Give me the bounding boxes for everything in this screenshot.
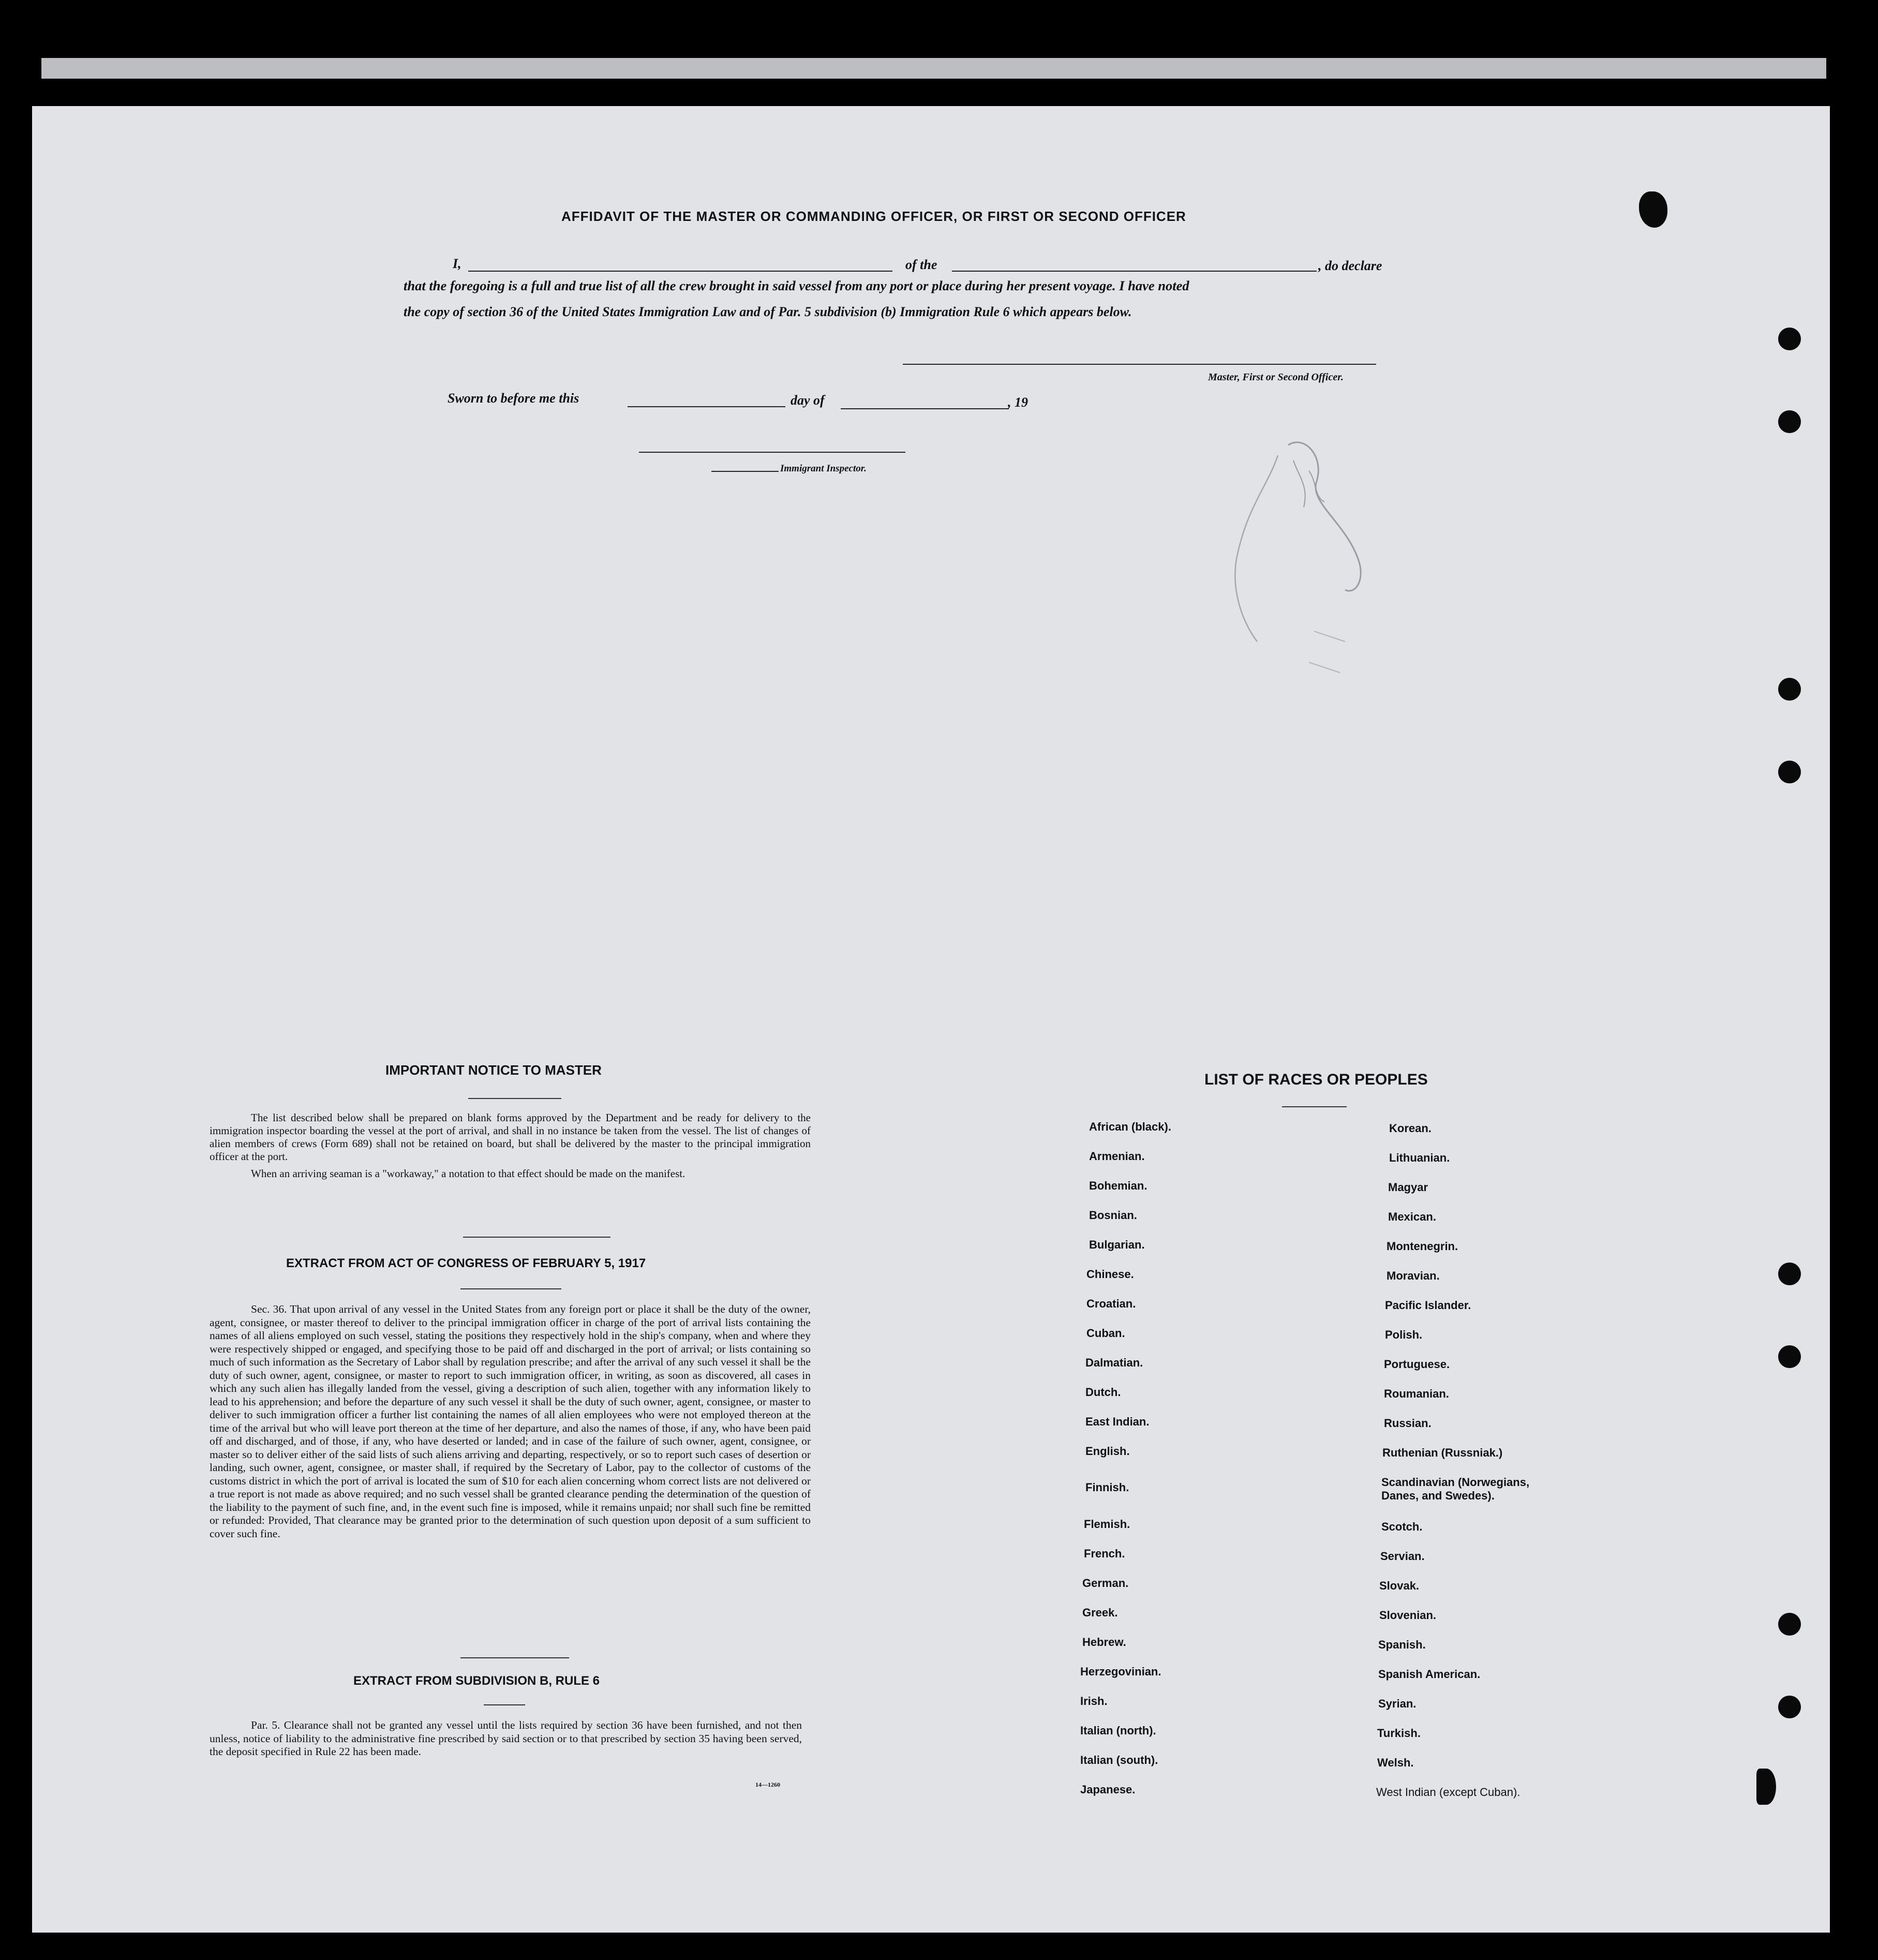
day-blank[interactable] [628, 406, 785, 407]
race-left-item: Dalmatian. [1085, 1356, 1143, 1369]
of-the-label: of the [905, 257, 937, 272]
extract-act-heading: EXTRACT FROM ACT OF CONGRESS OF FEBRUARY 5, 1917 [286, 1256, 646, 1270]
year-prefix: , 19 [1008, 395, 1028, 410]
signature-caption: Master, First or Second Officer. [1208, 372, 1344, 383]
inspector-signature-blank[interactable] [639, 452, 905, 453]
race-right-item: Magyar [1388, 1181, 1428, 1194]
races-rule [1282, 1106, 1347, 1107]
race-right-item: Mexican. [1388, 1210, 1436, 1223]
notice-rule [468, 1098, 561, 1099]
race-left-item: Irish. [1080, 1695, 1108, 1707]
race-right-item: Lithuanian. [1389, 1151, 1450, 1164]
inspector-short-rule [711, 471, 779, 472]
race-left-item: Hebrew. [1082, 1636, 1126, 1649]
race-left-item: French. [1084, 1547, 1125, 1560]
pencil-sketch [1226, 424, 1392, 683]
punch-hole [1778, 328, 1801, 350]
punch-hole [1778, 1613, 1801, 1636]
race-right-item: Slovak. [1379, 1579, 1420, 1592]
race-right-item: Servian. [1380, 1550, 1425, 1563]
race-left-item: Armenian. [1089, 1150, 1145, 1163]
document-page [32, 106, 1830, 1933]
race-left-item: Croatian. [1086, 1297, 1136, 1310]
name-blank[interactable] [468, 271, 892, 272]
par-5-text: Par. 5. Clearance shall not be granted any vessel until the lists required by section 36 have been furnished, and not then unless, notice of liability to the administrative fine prescribed by said section or to that prescribed by section 35 having been served, the deposit specified in Rule 22 has been made. [210, 1719, 802, 1758]
race-left-item: Flemish. [1084, 1518, 1130, 1531]
race-left-item: Herzegovinian. [1080, 1665, 1161, 1678]
inspector-caption: Immigrant Inspector. [780, 463, 867, 474]
race-right-item: Portuguese. [1384, 1358, 1450, 1371]
race-left-item: German. [1082, 1577, 1129, 1590]
affidavit-line-2: that the foregoing is a full and true list of all the crew brought in said vessel from any port or place during her present voyage. I have noted [404, 278, 1189, 293]
race-right-item: Scandinavian (Norwegians, Danes, and Swedes). [1381, 1476, 1530, 1502]
race-right-item: Korean. [1389, 1122, 1432, 1135]
race-left-item: Bulgarian. [1089, 1238, 1145, 1251]
race-left-item: Italian (south). [1080, 1754, 1158, 1766]
race-left-item: Finnish. [1085, 1481, 1129, 1494]
punch-hole [1778, 761, 1801, 783]
affidavit-title: AFFIDAVIT OF THE MASTER OR COMMANDING OFFICER, OR FIRST OR SECOND OFFICER [561, 209, 1186, 224]
race-left-item: Dutch. [1085, 1386, 1121, 1399]
notice-body [210, 1111, 811, 1184]
section-36-text: Sec. 36. That upon arrival of any vessel in the United States from any foreign port or place it shall be the duty of the owner, agent, consignee, or master thereof to deliver to the principal immigration officer in charge of the port of arrival lists containing the names of all aliens employed on such vessel, stating the positions they respectively hold in the ship's company, when and where they were respectively shipped or engaged, and specifying those to be paid off and discharged in the port of arrival; or lists containing so much of such information as the Secretary of Labor shall by regulation prescribe; and after the arrival of any such vessel it shall be the duty of such owner, agent, consignee, or master to report to such immigration officer, in writing, as soon as discovered, all cases in which any such alien has illegally landed from the vessel, giving a description of such alien, together with any information likely to lead to his apprehension; and before the departure of any such vessel it shall be the duty of such owner, agent, consignee, or master to deliver to such immigration officer a further list containing the names of all alien employees who were not employed thereon at the time of the arrival but who will leave port thereon at the time of her departure, and also the names of those, if any, who have been paid off and discharged, and of those, if any, who have deserted or landed; and in case of the failure of such owner, agent, consignee, or master so to deliver either of the said lists of such aliens arriving and departing, respectively, or so to report such cases of desertion or landing, such owner, agent, consignee, or master shall, if required by the Secretary of Labor, pay to the collector of customs of the customs district in which the port of arrival is located the sum of $10 for each alien concerning whom correct lists are not delivered or a true report is not made as above required; and no such vessel shall be granted clearance pending the determination of the question of the liability to the payment of such fine, and, in the event such fine is imposed, while it remains unpaid; nor shall such fine be remitted or refunded: Provided, That clearance may be granted prior to the determination of such question upon deposit of a sum sufficient to cover such fine. [210, 1303, 811, 1540]
race-right-item: Welsh. [1377, 1756, 1414, 1769]
race-right-item: Slovenian. [1379, 1609, 1437, 1622]
race-left-item: Chinese. [1086, 1268, 1134, 1281]
extract-rule-heading: EXTRACT FROM SUBDIVISION B, RULE 6 [353, 1674, 600, 1688]
race-left-item: Japanese. [1080, 1783, 1136, 1796]
race-left-item: Cuban. [1086, 1327, 1125, 1340]
punch-hole [1778, 410, 1801, 433]
race-right-item: Montenegrin. [1387, 1240, 1458, 1253]
extract-act-body [210, 1303, 811, 1545]
page-top-edge [41, 58, 1826, 79]
race-right-item: Russian. [1384, 1417, 1432, 1430]
notice-heading: IMPORTANT NOTICE TO MASTER [385, 1062, 602, 1078]
day-of-label: day of [791, 393, 825, 408]
race-left-item: Greek. [1082, 1606, 1118, 1619]
race-left-item: Bohemian. [1089, 1179, 1147, 1192]
notice-paragraph-2: When an arriving seaman is a "workaway," a notation to that effect should be made on the manifest. [251, 1167, 685, 1180]
race-right-item: Ruthenian (Russniak.) [1382, 1446, 1503, 1459]
race-left-item: English. [1085, 1445, 1130, 1458]
month-blank[interactable] [841, 408, 1009, 409]
form-number: 14—1260 [755, 1781, 780, 1788]
punch-hole [1778, 1263, 1801, 1285]
race-left-item: East Indian. [1085, 1415, 1150, 1428]
race-right-item: Turkish. [1377, 1727, 1421, 1740]
extract-rule-rule [484, 1704, 525, 1705]
race-right-item: West Indian (except Cuban). [1376, 1786, 1521, 1799]
race-right-item: Pacific Islander. [1385, 1299, 1471, 1312]
extract-rule-top-rule [460, 1657, 569, 1658]
race-right-item: Syrian. [1378, 1697, 1417, 1710]
torn-edge-mark [1756, 1769, 1776, 1805]
race-right-item: Polish. [1385, 1328, 1423, 1341]
affidavit-line-3: the copy of section 36 of the United States Immigration Law and of Par. 5 subdivision (b) Immigration Rule 6 which appears below. [404, 304, 1132, 319]
race-left-item: Bosnian. [1089, 1209, 1137, 1222]
notice-end-rule [463, 1237, 610, 1238]
race-left-item: Italian (north). [1080, 1724, 1156, 1737]
race-right-item: Spanish American. [1378, 1668, 1481, 1681]
do-declare-label: , do declare [1318, 258, 1382, 273]
race-right-item: Roumanian. [1384, 1387, 1449, 1400]
race-left-item: African (black). [1089, 1120, 1171, 1133]
notice-paragraph-1: The list described below shall be prepared on blank forms approved by the Department and be ready for delivery to the immigration inspector boarding the vessel at the port of arrival, and shall in no instance be taken from the vessel. The list of changes of alien members of crews (Form 689) shall not be retained on board, but shall be delivered by the master to the principal immigration officer at the port. [210, 1111, 811, 1163]
extract-rule-body [210, 1719, 802, 1763]
race-right-item: Moravian. [1387, 1269, 1440, 1282]
extract-act-rule [460, 1288, 561, 1289]
races-heading: LIST OF RACES OR PEOPLES [1204, 1071, 1428, 1088]
affidavit-pronoun: I, [453, 256, 461, 271]
punch-hole [1778, 678, 1801, 701]
sworn-label: Sworn to before me this [448, 391, 579, 406]
signature-blank[interactable] [903, 364, 1376, 365]
race-right-item: Spanish. [1378, 1638, 1426, 1651]
punch-hole [1778, 1345, 1801, 1368]
punch-hole [1778, 1696, 1801, 1718]
vessel-blank[interactable] [952, 271, 1317, 272]
race-right-item: Scotch. [1381, 1520, 1423, 1533]
